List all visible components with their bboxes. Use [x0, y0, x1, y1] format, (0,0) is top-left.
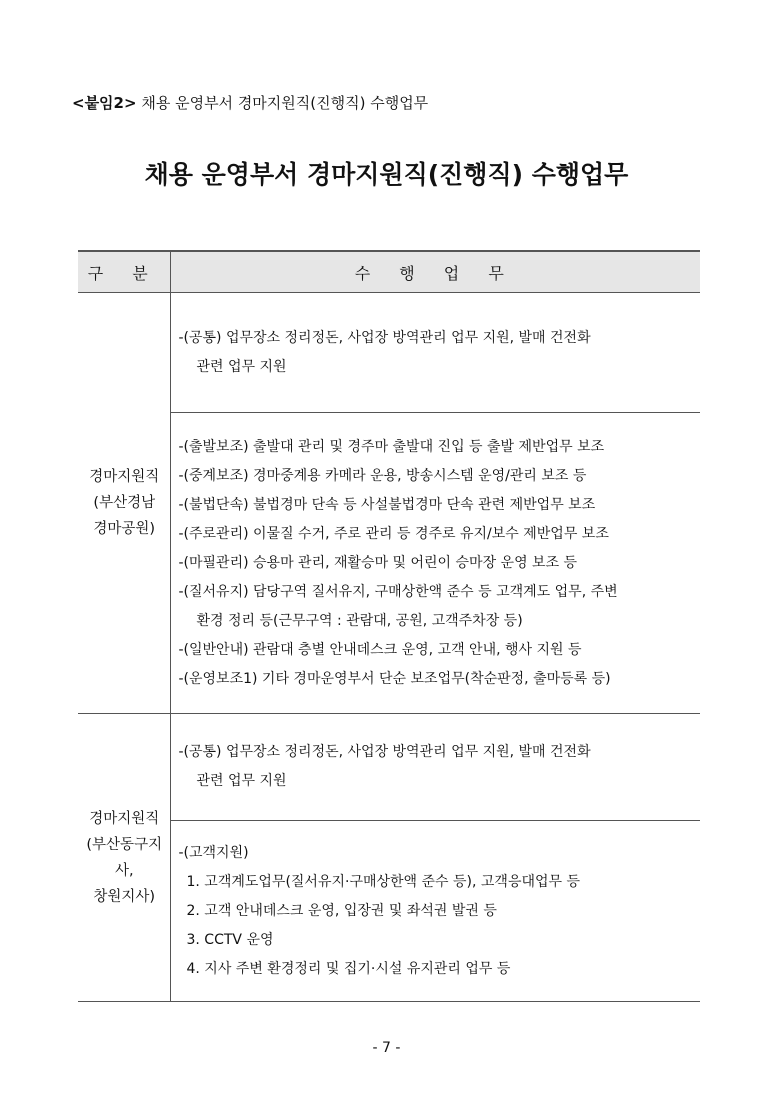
page-number: - 7 -: [372, 1040, 401, 1056]
attachment-label: <붙임2>: [72, 94, 137, 112]
duty-line: -(운영보조1) 기타 경마운영부서 단순 보조업무(착순판정, 출마등록 등): [178, 670, 611, 687]
specific-duties: [170, 413, 700, 714]
category-line: (부산동구지사,: [86, 836, 163, 879]
common-duties: [170, 714, 700, 821]
duty-line: -(고객지원): [178, 844, 249, 861]
duty-line: -(질서유지) 담당구역 질서유지, 구매상한액 준수 등 고객계도 업무, 주변: [178, 583, 618, 600]
duty-line: -(출발보조) 출발대 관리 및 경주마 출발대 진입 등 출발 제반업무 보조: [178, 438, 605, 455]
category-line: (부산경남: [93, 495, 156, 511]
duty-line: -(공통) 업무장소 정리정돈, 사업장 방역관리 업무 지원, 발매 건전화: [178, 329, 591, 346]
table-row: [78, 293, 700, 413]
common-duties: [170, 293, 700, 413]
header-category: 구 분: [78, 251, 170, 293]
duty-line: 3. CCTV 운영: [186, 931, 274, 948]
header-duties: 수 행 업 무: [170, 251, 700, 293]
duty-line: 4. 지사 주변 환경정리 및 집기·시설 유지관리 업무 등: [186, 960, 511, 977]
section-category: [78, 714, 170, 1002]
category-line: 창원지사): [93, 888, 156, 905]
duty-line: 2. 고객 안내데스크 운영, 입장권 및 좌석권 발권 등: [186, 902, 497, 919]
duty-line: -(불법단속) 불법경마 단속 등 사설불법경마 단속 관련 제반업무 보조: [178, 496, 596, 513]
table-row: [78, 821, 700, 1002]
duty-line: -(마필관리) 승용마 관리, 재활승마 및 어린이 승마장 운영 보조 등: [178, 554, 578, 571]
table-header-row: [78, 251, 700, 293]
category-line: 경마공원): [93, 521, 156, 537]
specific-duties: [170, 821, 700, 1002]
duty-line: 환경 정리 등(근무구역 : 관람대, 공원, 고객주차장 등): [196, 612, 523, 629]
attachment-text: 채용 운영부서 경마지원직(진행직) 수행업무: [141, 94, 429, 112]
page-title: 채용 운영부서 경마지원직(진행직) 수행업무: [144, 160, 629, 189]
duty-line: 관련 업무 지원: [196, 358, 287, 375]
attachment-header: [72, 92, 428, 113]
table-row: [78, 714, 700, 821]
duties-table: [78, 250, 700, 1002]
category-line: 경마지원직: [89, 469, 160, 485]
duty-line: -(공통) 업무장소 정리정돈, 사업장 방역관리 업무 지원, 발매 건전화: [178, 744, 591, 760]
duty-line: -(주로관리) 이물질 수거, 주로 관리 등 경주로 유지/보수 제반업무 보조: [178, 525, 609, 542]
table-row: [78, 413, 700, 714]
category-line: 경마지원직: [89, 810, 160, 827]
duty-line: -(일반안내) 관람대 층별 안내데스크 운영, 고객 안내, 행사 지원 등: [178, 641, 582, 658]
section-category: [78, 293, 170, 714]
duty-line: -(중계보조) 경마중계용 카메라 운용, 방송시스템 운영/관리 보조 등: [178, 467, 587, 484]
duty-line: 관련 업무 지원: [196, 773, 287, 789]
duty-line: 1. 고객계도업무(질서유지·구매상한액 준수 등), 고객응대업무 등: [186, 873, 581, 890]
